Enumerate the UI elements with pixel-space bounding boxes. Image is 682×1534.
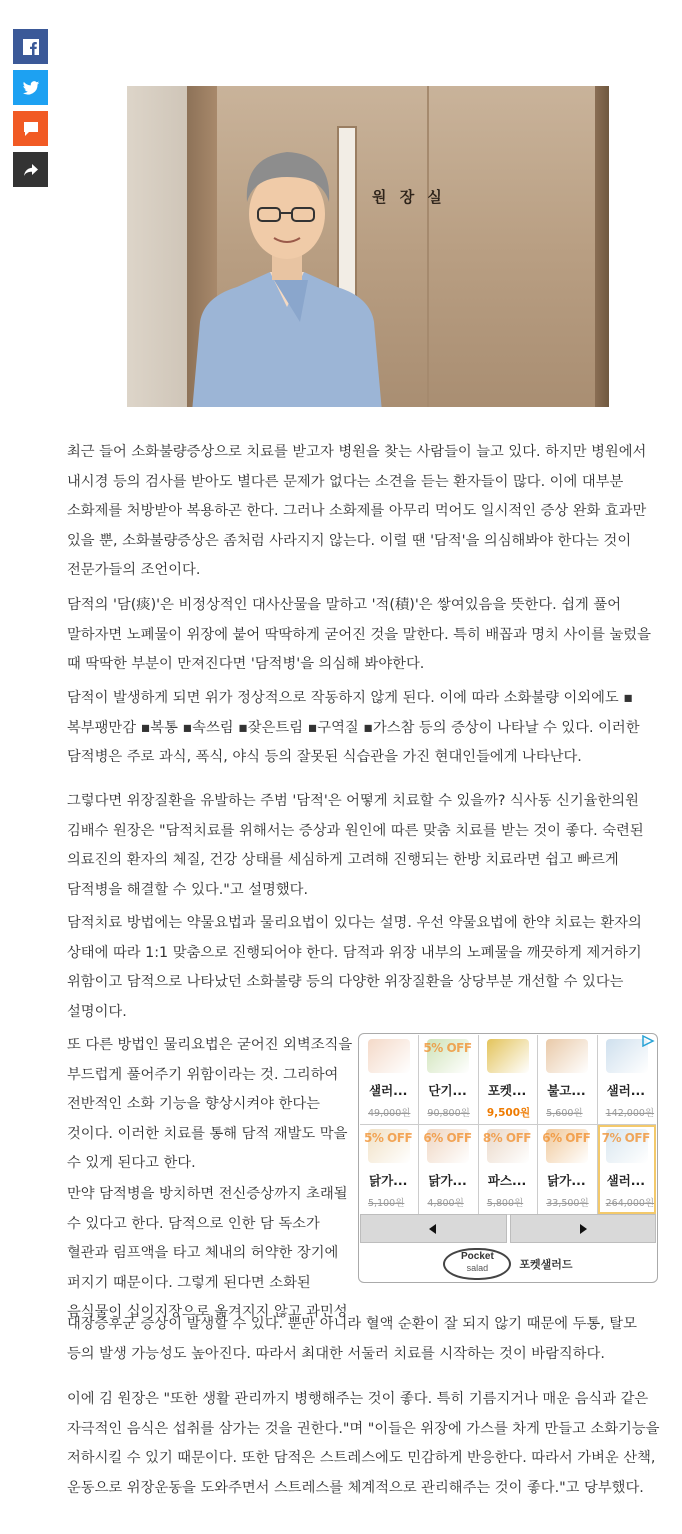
product-card[interactable]: [419, 1035, 478, 1124]
article-paragraph-8: 이에 김 원장은 "또한 생활 관리까지 병행해주는 것이 좋다. 특히 기름지거나 매운 음식과 같은 자극적인 음식은 섭취를 삼가는 것을 권한다."며 "이들은 위장에 가스를 차게 만들고 소화기능을 저하시킬 수 있기 때문이다. 또한 담적은 스트레스에도 민감하게 반응한다. 따라서 가벼운 산책, 운동으로 위장운동을 도와주면서 스트레스를 체계적으로 관리해주는 것이 좋다."고 당부했다.: [67, 1391, 660, 1496]
brand-name: 포켓샐러드: [519, 1258, 573, 1271]
doctor-figure: [182, 122, 392, 407]
product-price: 9,500원: [486, 1107, 531, 1119]
product-grid: [360, 1035, 656, 1215]
discount-badge: 6% OFF: [542, 1131, 591, 1145]
comment-button[interactable]: [13, 111, 48, 146]
comment-icon: [22, 120, 40, 138]
caret-right-icon: [578, 1224, 588, 1234]
twitter-share-button[interactable]: [13, 70, 48, 105]
product-image: [487, 1039, 529, 1073]
product-card[interactable]: [598, 1035, 656, 1124]
product-name: 샐러...: [606, 1083, 646, 1098]
prev-button[interactable]: [360, 1214, 507, 1243]
photo-door-panel-line: [427, 86, 429, 407]
discount-badge: 5% OFF: [423, 1041, 472, 1055]
discount-badge: 5% OFF: [364, 1131, 413, 1145]
caret-left-icon: [428, 1224, 438, 1234]
brand-logo: [443, 1248, 511, 1280]
article-paragraph-4: 그렇다면 위장질환을 유발하는 주범 '담적'은 어떻게 치료할 수 있을까? 식사동 신기율한의원 김배수 원장은 "담적치료를 위해서는 증상과 원인에 따른 맞춤 치료를 받는 것이 좋다. 숙련된 의료진의 환자의 체질, 건강 상태를 세심하게 고려해 진행되는 한방 치료라면 쉽고 빠르게 담적병을 해결할 수 있다."고 설명했다.: [67, 793, 644, 898]
product-name: 닭가...: [428, 1173, 467, 1188]
product-price: 264,000원: [605, 1198, 655, 1209]
product-row-1: [360, 1035, 656, 1125]
article-paragraph-3: 담적이 발생하게 되면 위가 정상적으로 작동하지 않게 된다. 이에 따라 소화불량 이외에도 ▪복부팽만감 ▪복통 ▪속쓰림 ▪잦은트림 ▪구역질 ▪가스참 등의 증상이 나타날 수 있다. 이러한 담적병은 주로 과식, 폭식, 야식 등의 잘못된 식습관을 가진 현대인들에게 나타난다.: [67, 690, 640, 765]
product-price: 33,500원: [546, 1198, 589, 1209]
product-card[interactable]: [360, 1035, 419, 1124]
article-paragraph-6: 또 다른 방법인 물리요법은 굳어진 외벽조직을 부드럽게 풀어주기 위함이라는 것. 그리하여 전반적인 소화 기능을 향상시켜야 한다는 것이다. 이러한 치료를 통해 담적 재발도 막을 수 있게 된다고 한다.: [67, 1037, 353, 1171]
product-name: 닭가...: [547, 1173, 586, 1188]
photo-wall: [127, 86, 187, 407]
product-card[interactable]: [360, 1125, 419, 1214]
product-price: 5,100원: [368, 1198, 405, 1209]
twitter-icon: [22, 79, 40, 97]
product-card[interactable]: [419, 1125, 478, 1214]
product-name: 샐러...: [606, 1173, 646, 1188]
article-paragraph-2: 담적의 '담(痰)'은 비정상적인 대사산물을 말하고 '적(積)'은 쌓여있음을 뜻한다. 쉽게 풀어 말하자면 노폐물이 위장에 붙어 딱딱하게 굳어진 것을 말한다. 특히 배꼽과 명치 사이를 눌렀을 때 딱딱한 부분이 만져진다면 '담적병'을 의심해 봐야한다.: [67, 597, 651, 672]
product-price: 142,000원: [605, 1108, 655, 1119]
facebook-share-button[interactable]: [13, 29, 48, 64]
product-name: 포켓...: [487, 1083, 527, 1098]
article-paragraph-7-continued: 대장증후군 증상이 발생할 수 있다. 뿐만 아니라 혈액 순환이 잘 되지 않기 때문에 두통, 탈모 등의 발생 가능성도 높아진다. 따라서 최대한 서둘러 치료를 시작하는 것이 바람직하다.: [67, 1316, 637, 1362]
article-photo: [127, 86, 609, 407]
product-ad: [358, 1033, 658, 1283]
product-price: 49,000원: [368, 1108, 411, 1119]
ad-brand-bar[interactable]: [359, 1246, 657, 1282]
photo-door-edge: [595, 86, 609, 407]
adchoices-icon[interactable]: [641, 1035, 655, 1047]
article-paragraph-1: 최근 들어 소화불량증상으로 치료를 받고자 병원을 찾는 사람들이 늘고 있다. 하지만 병원에서 내시경 등의 검사를 받아도 별다른 문제가 없다는 소견을 듣는 환자들이 많다. 이에 대부분 소화제를 처방받아 복용하곤 한다. 그러나 소화제를 아무리 먹어도 일시적인 증상 완화 효과만 있을 뿐, 소화불량증상은 좀처럼 사라지지 않는다. 이럴 땐 '담적'을 의심해봐야 한다는 것이 전문가들의 조언이다.: [67, 444, 647, 578]
product-price: 5,600원: [546, 1108, 583, 1119]
carousel-nav: [360, 1214, 656, 1243]
discount-badge: 8% OFF: [482, 1131, 531, 1145]
product-name: 파스...: [487, 1173, 527, 1188]
product-image: [546, 1039, 588, 1073]
product-row-2: [360, 1125, 656, 1215]
product-price: 90,800원: [427, 1108, 470, 1119]
brand-logo-line2: salad: [466, 1263, 489, 1273]
share-icon: [22, 161, 40, 179]
product-name: 단기...: [428, 1083, 467, 1098]
product-name: 불고...: [547, 1083, 586, 1098]
door-sign: 원 장 실: [372, 188, 446, 206]
product-card[interactable]: [538, 1125, 597, 1214]
article-paragraph-5: 담적치료 방법에는 약물요법과 물리요법이 있다는 설명. 우선 약물요법에 한약 치료는 환자의 상태에 따라 1:1 맞춤으로 진행되어야 한다. 담적과 위장 내부의 노폐물을 깨끗하게 제거하기 위함이고 담적으로 나타났던 소화불량 등의 다양한 위장질환을 상당부분 개선할 수 있다는 설명이다.: [67, 915, 642, 1020]
next-button[interactable]: [510, 1214, 657, 1243]
product-card[interactable]: [479, 1125, 538, 1214]
product-price: 5,800원: [486, 1198, 524, 1209]
discount-badge: 6% OFF: [423, 1131, 472, 1145]
facebook-icon: [22, 38, 40, 56]
product-name: 샐러...: [369, 1083, 408, 1098]
product-card[interactable]: [479, 1035, 538, 1124]
discount-badge: 7% OFF: [601, 1131, 650, 1145]
product-image: [368, 1039, 410, 1073]
brand-logo-line1: Pocket: [461, 1251, 494, 1262]
share-button[interactable]: [13, 152, 48, 187]
article-paragraph-7: 만약 담적병을 방치하면 전신증상까지 초래될 수 있다고 한다. 담적으로 인한 담 독소가 혈관과 림프액을 타고 체내의 허약한 장기에 퍼지기 때문이다. 그렇게 된다면 소화된 음식물이 십이지장으로 옮겨지지 않고 과민성: [67, 1186, 348, 1320]
product-price: 4,800원: [427, 1198, 464, 1209]
product-card[interactable]: [598, 1125, 656, 1214]
product-card[interactable]: [538, 1035, 597, 1124]
product-name: 닭가...: [369, 1173, 408, 1188]
